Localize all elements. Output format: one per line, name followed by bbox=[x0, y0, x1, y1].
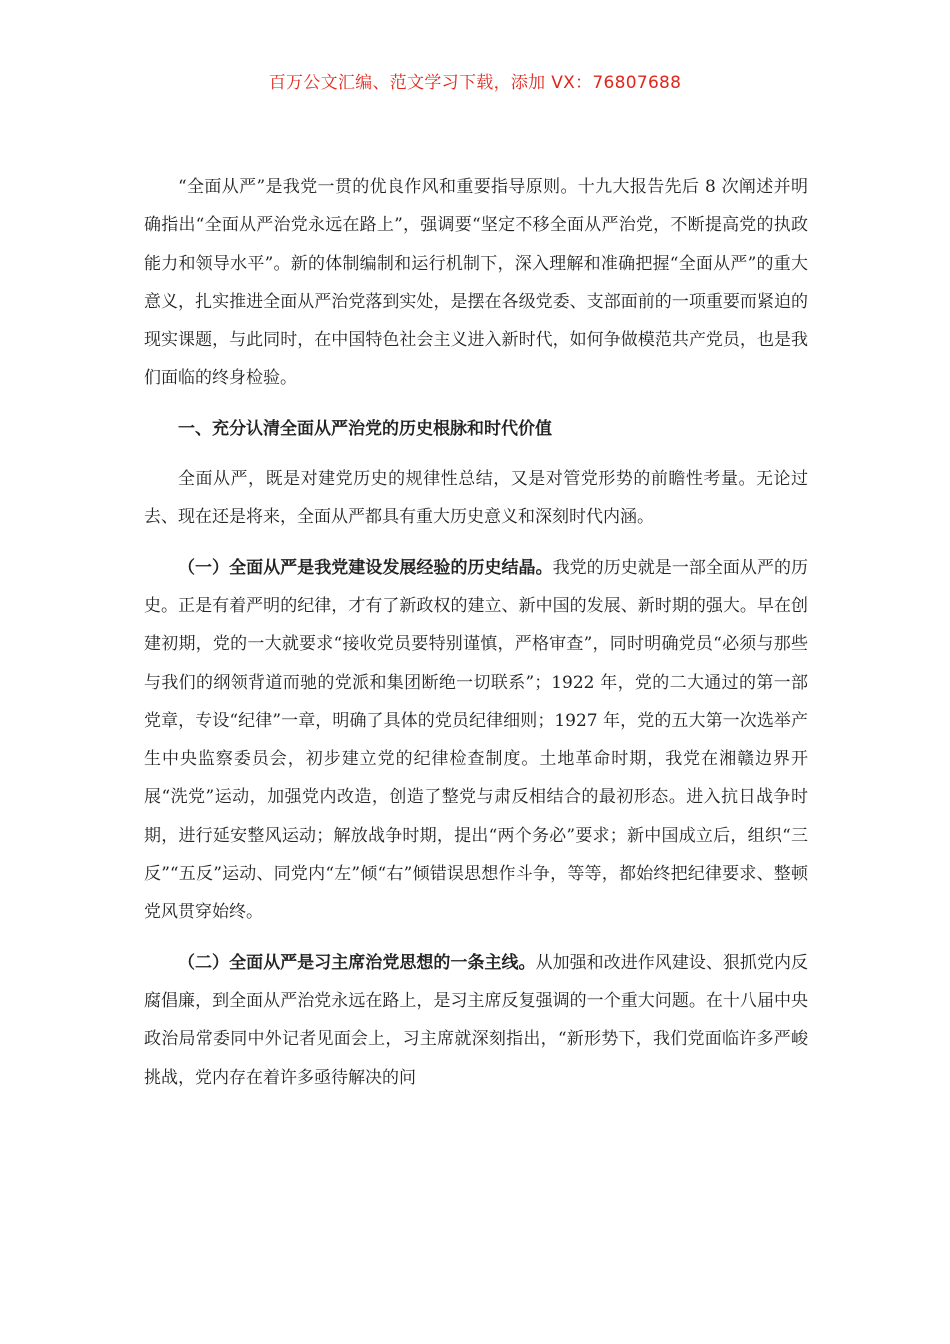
intro-paragraph: “全面从严”是我党一贯的优良作风和重要指导原则。十九大报告先后 8 次阐述并明确指出“全面从严治党永远在路上”，强调要“坚定不移全面从严治党，不断提高党的执政能力和领导水平”。新的体制编制和运行机制下，深入理解和准确把握“全面从严”的重大意义，扎实推进全面从严治党落到实处，是摆在各级党委、支部面前的一项重要而紧迫的现实课题，与此同时，在中国特色社会主义进入新时代，如何争做模范共产党员，也是我们面临的终身检验。 bbox=[144, 177, 808, 389]
watermark-banner: 百万公文汇编、范文学习下载，添加 VX：76807688 bbox=[268, 73, 682, 93]
subsection-1-paragraph bbox=[144, 549, 808, 932]
section-1-paragraph: 全面从严，既是对建党历史的规律性总结，又是对管党形势的前瞻性考量。无论过去、现在还是将来，全面从严都具有重大历史意义和深刻时代内涵。 bbox=[144, 469, 808, 528]
subsection-1-title: （一）全面从严是我党建设发展经验的历史结晶。 bbox=[178, 557, 553, 578]
subsection-2-title: （二）全面从严是习主席治党思想的一条主线。 bbox=[178, 952, 536, 973]
subsection-2-paragraph bbox=[144, 944, 808, 1097]
document-body bbox=[144, 168, 808, 1097]
section-heading-1: 一、充分认清全面从严治党的历史根脉和时代价值 bbox=[178, 418, 552, 439]
subsection-2-text: 从加强和改进作风建设、狠抓党内反腐倡廉，到全面从严治党永远在路上，是习主席反复强调的一个重大问题。在十八届中央政治局常委同中外记者见面会上，习主席就深刻指出，“新形势下，我们党面临许多严峻挑战，党内存在着许多亟待解决的问 bbox=[144, 952, 809, 1088]
subsection-1-text: 我党的历史就是一部全面从严的历史。正是有着严明的纪律，才有了新政权的建立、新中国的发展、新时期的强大。早在创建初期，党的一大就要求“接收党员要特别谨慎，严格审查”，同时明确党员“必须与那些与我们的纲领背道而驰的党派和集团断绝一切联系”；1922 年，党的二大通过的第一部党章，专设“纪律”一章，明确了具体的党员纪律细则；1927 年，党的五大第一次选举产生中央监察委员会，初步建立党的纪律检查制度。土地革命时期，我党在湘赣边界开展“洗党”运动，加强党内改造，创造了整党与肃反相结合的最初形态。进入抗日战争时期，进行延安整风运动；解放战争时期，提出“两个务必”要求；新中国成立后，组织“三反”“五反”运动、同党内“左”倾“右”倾错误思想作斗争，等等，都始终把纪律要求、整顿党风贯穿始终。 bbox=[144, 557, 809, 923]
